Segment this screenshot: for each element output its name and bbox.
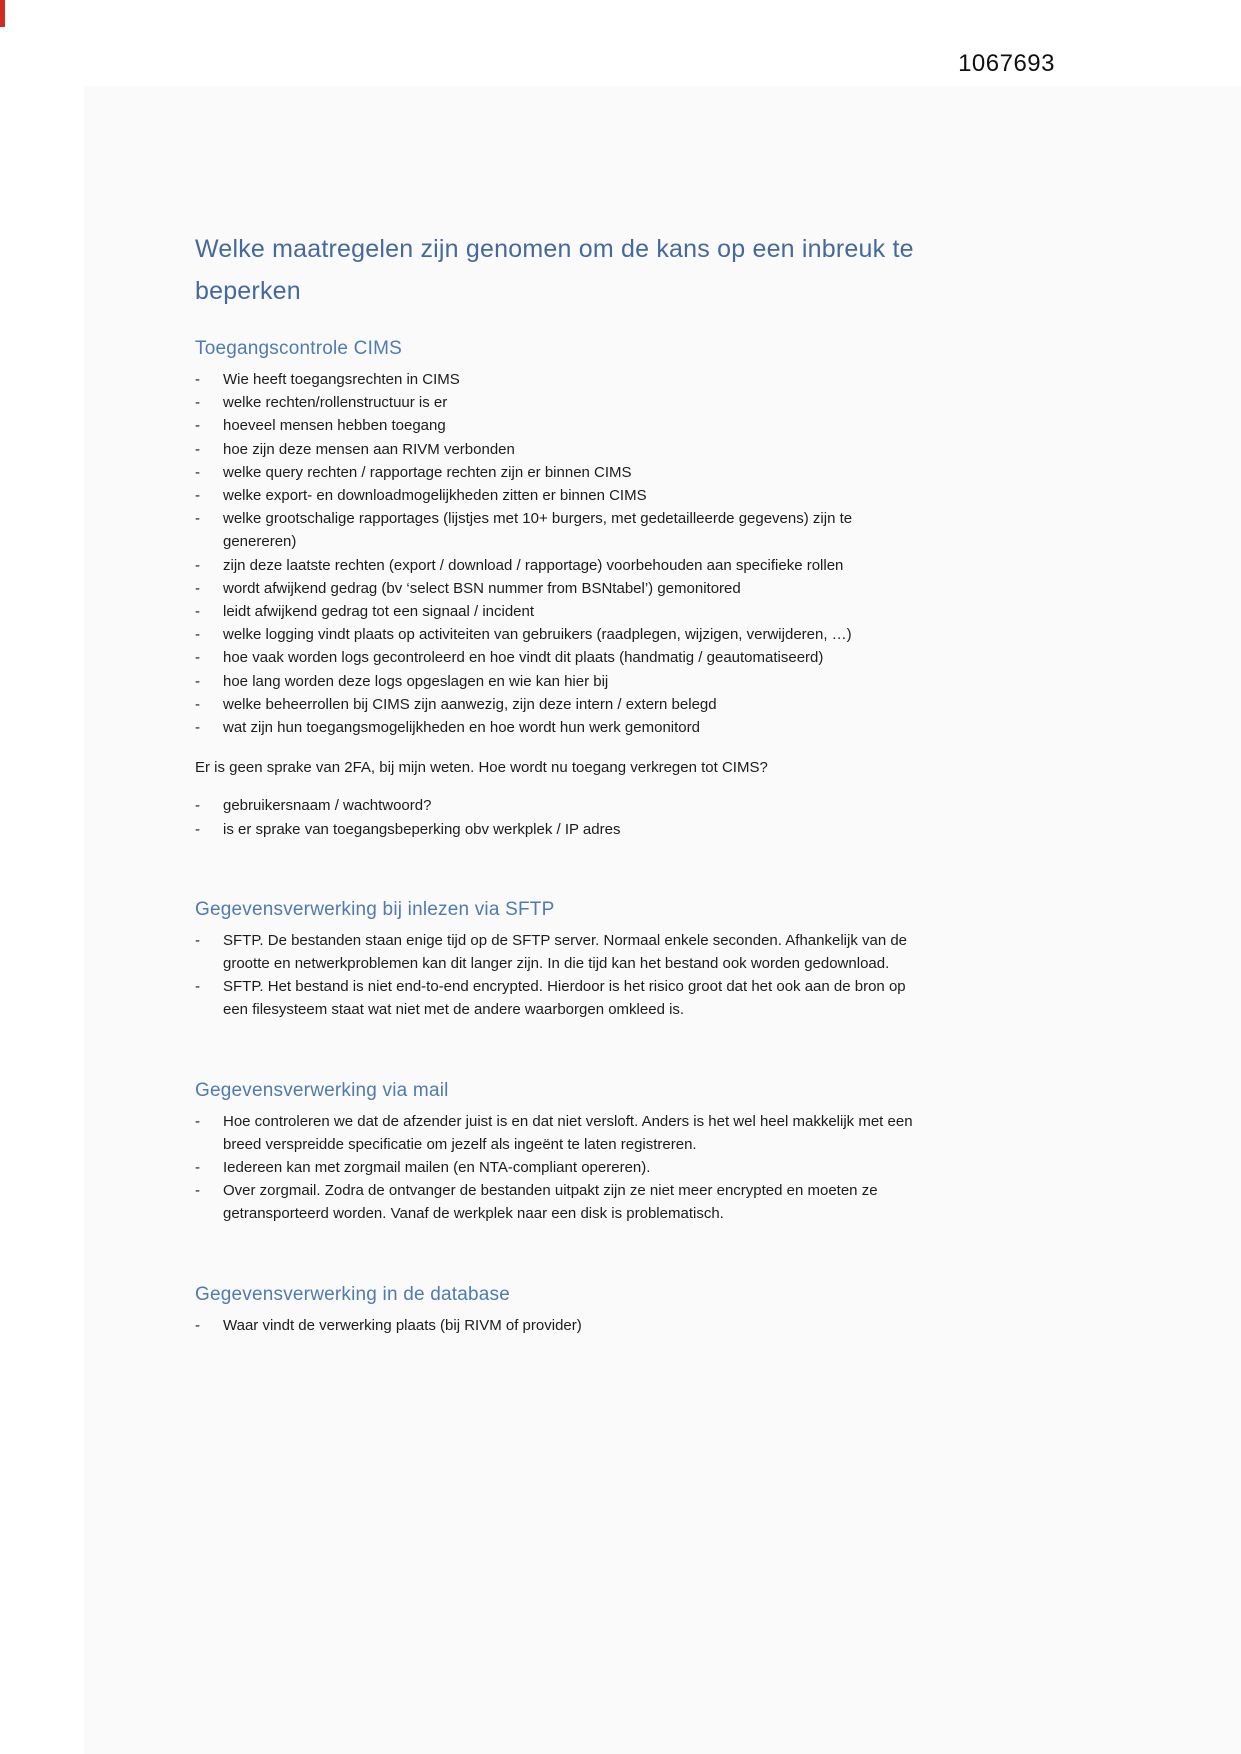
section-heading: Gegevensverwerking in de database <box>195 1283 511 1305</box>
list-item <box>195 716 915 739</box>
bullet-list <box>195 929 915 1022</box>
section-gegevensverwerking-sftp <box>195 899 915 1022</box>
list-item <box>195 438 915 461</box>
bullet-text: welke rechten/rollenstructuur is er <box>223 394 448 412</box>
bullet-dash: - <box>195 931 200 949</box>
list-item <box>195 1110 915 1156</box>
list-item <box>195 623 915 646</box>
list-item <box>195 461 915 484</box>
list-item <box>195 484 915 507</box>
list-item <box>195 1314 915 1337</box>
bullet-text: wordt afwijkend gedrag (bv ‘select BSN nummer from BSNtabel’) gemonitored <box>223 579 741 597</box>
bullet-dash: - <box>195 487 200 505</box>
bullet-text: zijn deze laatste rechten (export / download / rapportage) voorbehouden aan specifieke rollen <box>223 556 844 574</box>
scan-artifact-red-mark <box>0 0 5 27</box>
bullet-dash: - <box>195 695 200 713</box>
list-item <box>195 1156 915 1179</box>
section-gegevensverwerking-mail <box>195 1080 915 1226</box>
bullet-dash: - <box>195 1182 200 1200</box>
bullet-dash: - <box>195 649 200 667</box>
document-content <box>195 0 915 1337</box>
list-item <box>195 818 915 841</box>
bullet-dash: - <box>195 463 200 481</box>
bullet-text: Wie heeft toegangsrechten in CIMS <box>223 371 460 388</box>
document-number: 1067693 <box>958 50 1055 77</box>
paragraph-2fa: Er is geen sprake van 2FA, bij mijn weten. Hoe wordt nu toegang verkregen tot CIMS? <box>195 759 768 777</box>
bullet-dash: - <box>195 672 200 690</box>
bullet-dash: - <box>195 603 200 621</box>
bullet-dash: - <box>195 394 200 412</box>
bullet-dash: - <box>195 626 200 644</box>
list-item <box>195 391 915 414</box>
bullet-text: Hoe controleren we dat de afzender juist is en dat niet versloft. Anders is het wel heel makkelijk met een breed verspreidde specificatie om jezelf als ingeënt te laten registreren. <box>223 1112 913 1153</box>
bullet-text: hoeveel mensen hebben toegang <box>223 417 446 435</box>
bullet-dash: - <box>195 820 200 838</box>
bullet-dash: - <box>195 579 200 597</box>
list-item <box>195 577 915 600</box>
list-item <box>195 693 915 716</box>
list-item <box>195 929 915 975</box>
bullet-list <box>195 1110 915 1226</box>
list-item <box>195 368 915 391</box>
bullet-text: leidt afwijkend gedrag tot een signaal / incident <box>223 603 535 621</box>
bullet-text: welke query rechten / rapportage rechten zijn er binnen CIMS <box>223 463 632 481</box>
list-item <box>195 600 915 623</box>
list-item <box>195 646 915 669</box>
page-title: Welke maatregelen zijn genomen om de kans op een inbreuk te beperken <box>195 235 914 305</box>
bullet-text: welke beheerrollen bij CIMS zijn aanwezig, zijn deze intern / extern belegd <box>223 695 717 713</box>
list-item <box>195 794 915 817</box>
bullet-dash: - <box>195 510 200 528</box>
bullet-text: Over zorgmail. Zodra de ontvanger de bestanden uitpakt zijn ze niet meer encrypted en moeten ze getransporteerd worden. Vanaf de werkplek naar een disk is problematisch. <box>223 1182 878 1223</box>
list-item <box>195 507 915 553</box>
list-item <box>195 414 915 437</box>
bullet-text: Waar vindt de verwerking plaats (bij RIVM of provider) <box>223 1316 582 1334</box>
bullet-dash: - <box>195 417 200 435</box>
list-item <box>195 670 915 693</box>
bullet-dash: - <box>195 1159 200 1177</box>
bullet-dash: - <box>195 371 200 388</box>
section-heading: Gegevensverwerking via mail <box>195 1079 449 1101</box>
bullet-text: SFTP. De bestanden staan enige tijd op de SFTP server. Normaal enkele seconden. Afhankelijk van de grootte en netwerkproblemen kan dit langer zijn. In die tijd kan het bestand ook worden gedownload. <box>223 931 908 973</box>
bullet-dash: - <box>195 1316 200 1334</box>
bullet-list <box>195 1314 915 1337</box>
bullet-text: hoe vaak worden logs gecontroleerd en hoe vindt dit plaats (handmatig / geautomatiseerd) <box>223 649 824 667</box>
bullet-dash: - <box>195 556 200 574</box>
bullet-dash: - <box>195 719 200 737</box>
bullet-text: hoe zijn deze mensen aan RIVM verbonden <box>223 440 515 458</box>
bullet-list-2fa <box>195 794 915 840</box>
bullet-text: welke grootschalige rapportages (lijstjes met 10+ burgers, met gedetailleerde gegevens) zijn te genereren) <box>223 510 853 551</box>
bullet-dash: - <box>195 797 200 815</box>
list-item <box>195 554 915 577</box>
bullet-text: welke logging vindt plaats op activiteiten van gebruikers (raadplegen, wijzigen, verwijderen, …) <box>223 626 852 644</box>
section-heading: Gegevensverwerking bij inlezen via SFTP <box>195 898 555 920</box>
bullet-list <box>195 368 915 739</box>
list-item <box>195 975 915 1021</box>
bullet-dash: - <box>195 1112 200 1130</box>
list-item <box>195 1179 915 1225</box>
bullet-text: is er sprake van toegangsbeperking obv werkplek / IP adres <box>223 820 621 838</box>
bullet-text: Iedereen kan met zorgmail mailen (en NTA-compliant opereren). <box>223 1159 651 1177</box>
section-toegangscontrole-cims <box>195 338 915 841</box>
bullet-text: gebruikersnaam / wachtwoord? <box>223 797 432 815</box>
bullet-dash: - <box>195 978 200 996</box>
bullet-text: hoe lang worden deze logs opgeslagen en wie kan hier bij <box>223 672 609 690</box>
bullet-text: wat zijn hun toegangsmogelijkheden en hoe wordt hun werk gemonitord <box>223 719 700 737</box>
bullet-text: welke export- en downloadmogelijkheden zitten er binnen CIMS <box>223 487 647 505</box>
section-gegevensverwerking-database <box>195 1284 915 1337</box>
bullet-dash: - <box>195 440 200 458</box>
bullet-text: SFTP. Het bestand is niet end-to-end encrypted. Hierdoor is het risico groot dat het ook aan de bron op een filesysteem staat wat niet met de andere waarborgen omkleed is. <box>223 978 906 1019</box>
section-heading: Toegangscontrole CIMS <box>195 338 402 359</box>
